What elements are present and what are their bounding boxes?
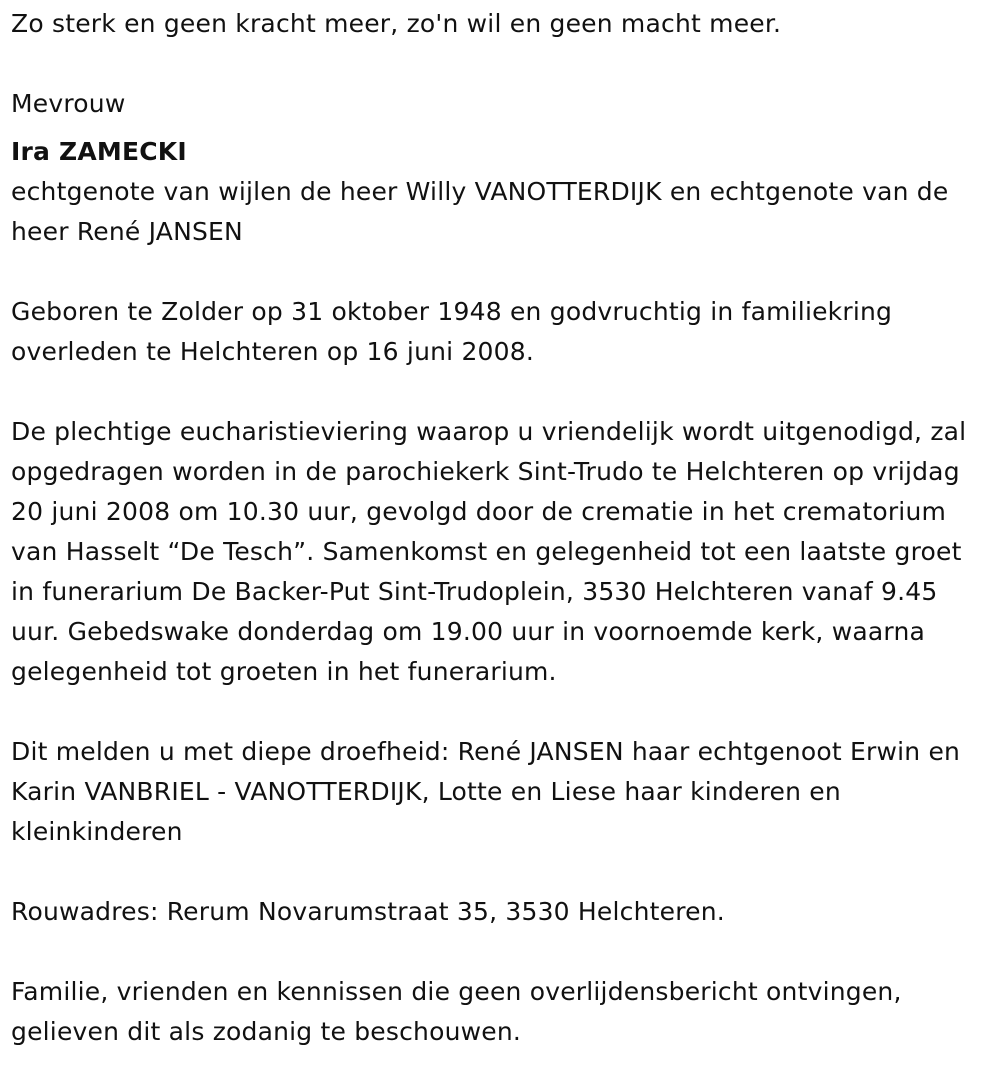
deceased-name: Ira ZAMECKI xyxy=(11,137,187,166)
relation-text: echtgenote van wijlen de heer Willy VANOTTERDIJK en echtgenote van de heer René JANSEN xyxy=(11,177,949,246)
announcers-text: Dit melden u met diepe droefheid: René JANSEN haar echtgenoot Erwin en Karin VANBRIEL - VANOTTERDIJK, Lotte en Liese haar kinderen en kleinkinderen xyxy=(11,737,961,846)
closing-text: Familie, vrienden en kennissen die geen overlijdensbericht ontvingen, gelieven dit als zodanig te beschouwen. xyxy=(11,977,902,1046)
service-text: De plechtige eucharistieviering waarop u vriendelijk wordt uitgenodigd, zal opgedragen worden in de parochiekerk Sint-Trudo te Helchteren op vrijdag 20 juni 2008 om 10.30 uur, gevolgd door de crematie in het crematorium van Hasselt “De Tesch”. Samenkomst en gelegenheid tot een laatste groet in funerarium De Backer-Put Sint-Trudoplein, 3530 Helchteren vanaf 9.45 uur. Gebedswake donderdag om 19.00 uur in voornoemde kerk, waarna gelegenheid tot groeten in het funerarium. xyxy=(11,417,967,686)
address-text: Rouwadres: Rerum Novarumstraat 35, 3530 Helchteren. xyxy=(11,897,725,926)
motto: Zo sterk en geen kracht meer, zo'n wil en geen macht meer. xyxy=(11,9,782,38)
birth-death-text: Geboren te Zolder op 31 oktober 1948 en godvruchtig in familiekring overleden te Helchteren op 16 juni 2008. xyxy=(11,297,893,366)
salutation: Mevrouw xyxy=(11,89,126,118)
